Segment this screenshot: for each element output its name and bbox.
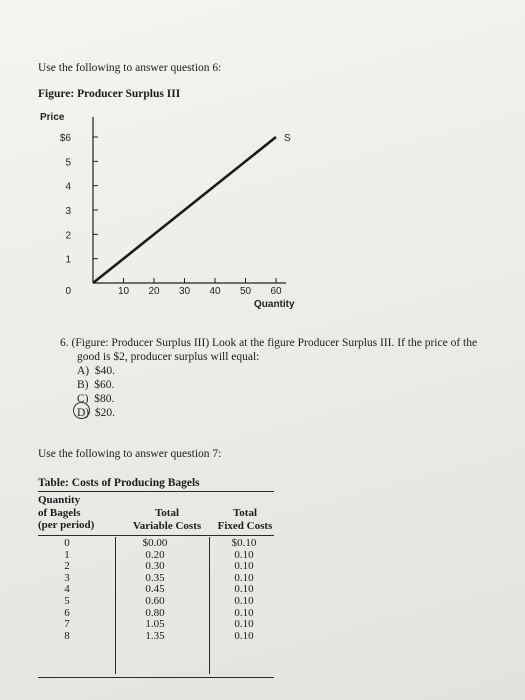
quantity-cell: 6 [64,606,70,619]
header-quantity: Quantity of Bagels (per period) [38,494,95,531]
option-a-letter: A) [77,365,90,377]
option-d-text: $20. [94,407,116,419]
variable-cost-cell: 0.35 [145,571,165,584]
column-divider-1 [115,537,116,674]
quantity-cell: 8 [64,629,70,642]
fixed-cost-cell: 0.10 [234,560,254,573]
option-b[interactable] [77,378,114,392]
table-header-rule [38,535,274,536]
fixed-cost-cell: $0.10 [231,537,257,549]
option-c-letter: C) [77,393,89,405]
header-fixed-costs: Total Fixed Costs [217,507,273,532]
y-tick-label: 2 [65,230,71,242]
table-top-rule [38,491,274,492]
producer-surplus-chart [0,0,525,320]
variable-cost-cell: 0.20 [145,548,165,561]
option-c-text: $80. [94,393,115,405]
variable-cost-cell: 0.30 [145,560,165,573]
variable-cost-cell: 0.45 [145,583,165,596]
supply-series-label: S [284,133,291,144]
intro-text-2: Use the following to answer question 7: [38,448,222,460]
variable-cost-cell: 1.05 [145,618,165,631]
origin-label: 0 [65,286,71,297]
table-bottom-rule [38,677,274,678]
fixed-cost-cell: 0.10 [234,571,254,584]
y-tick-label: 4 [65,181,71,193]
figure-title: Figure: Producer Surplus III [38,88,181,100]
x-tick-label: 10 [117,286,130,297]
quantity-cell: 0 [64,537,70,549]
question-6-line-2: good is $2, producer surplus will equal: [77,351,260,363]
handwritten-answer-circle [73,402,90,419]
table-title: Table: Costs of Producing Bagels [38,477,200,489]
fixed-cost-cell: 0.10 [234,594,254,607]
supply-line [93,137,276,283]
fixed-cost-cell: 0.10 [234,606,254,619]
column-quantity [52,538,82,642]
variable-cost-cell: $0.00 [142,537,168,549]
x-axis-label: Quantity [254,299,295,310]
y-tick-label: 5 [65,157,71,169]
x-tick-label: 50 [239,286,252,297]
quantity-cell: 7 [64,618,70,631]
option-b-letter: B) [77,379,89,391]
chart-text [40,112,295,310]
variable-cost-cell: 1.35 [145,629,165,642]
question-6-line-1: 6. (Figure: Producer Surplus III) Look at the figure Producer Surplus III. If the price of the [60,337,478,349]
y-tick-label: 1 [65,254,71,266]
chart-axes [93,117,286,283]
variable-cost-cell: 0.60 [145,594,165,607]
fixed-cost-cell: 0.10 [234,629,254,642]
y-tick-label: $6 [59,133,71,144]
variable-cost-cell: 0.80 [145,606,165,619]
quantity-cell: 3 [64,571,70,584]
option-a[interactable] [77,364,115,378]
y-tick-label: 3 [65,206,71,217]
fixed-cost-cell: 0.10 [234,548,254,561]
column-fixed-costs [213,538,275,642]
option-d-letter: D) [77,407,90,419]
quantity-cell: 2 [64,560,70,573]
quantity-cell: 1 [64,548,70,561]
option-b-text: $60. [94,379,115,391]
option-a-text: $40. [94,365,116,377]
fixed-cost-cell: 0.10 [234,583,254,596]
x-tick-label: 20 [148,286,160,297]
x-tick-label: 60 [270,286,282,297]
column-divider-2 [209,537,210,674]
header-variable-costs: Total Variable Costs [132,507,202,532]
quantity-cell: 5 [64,594,70,607]
fixed-cost-cell: 0.10 [234,618,254,631]
chart-marks [93,137,276,283]
x-tick-label: 30 [178,286,191,297]
column-variable-costs [125,538,185,642]
x-tick-label: 40 [209,286,221,297]
intro-text: Use the following to answer question 6: [38,62,222,74]
quantity-cell: 4 [64,583,70,596]
y-axis-label: Price [40,112,65,123]
